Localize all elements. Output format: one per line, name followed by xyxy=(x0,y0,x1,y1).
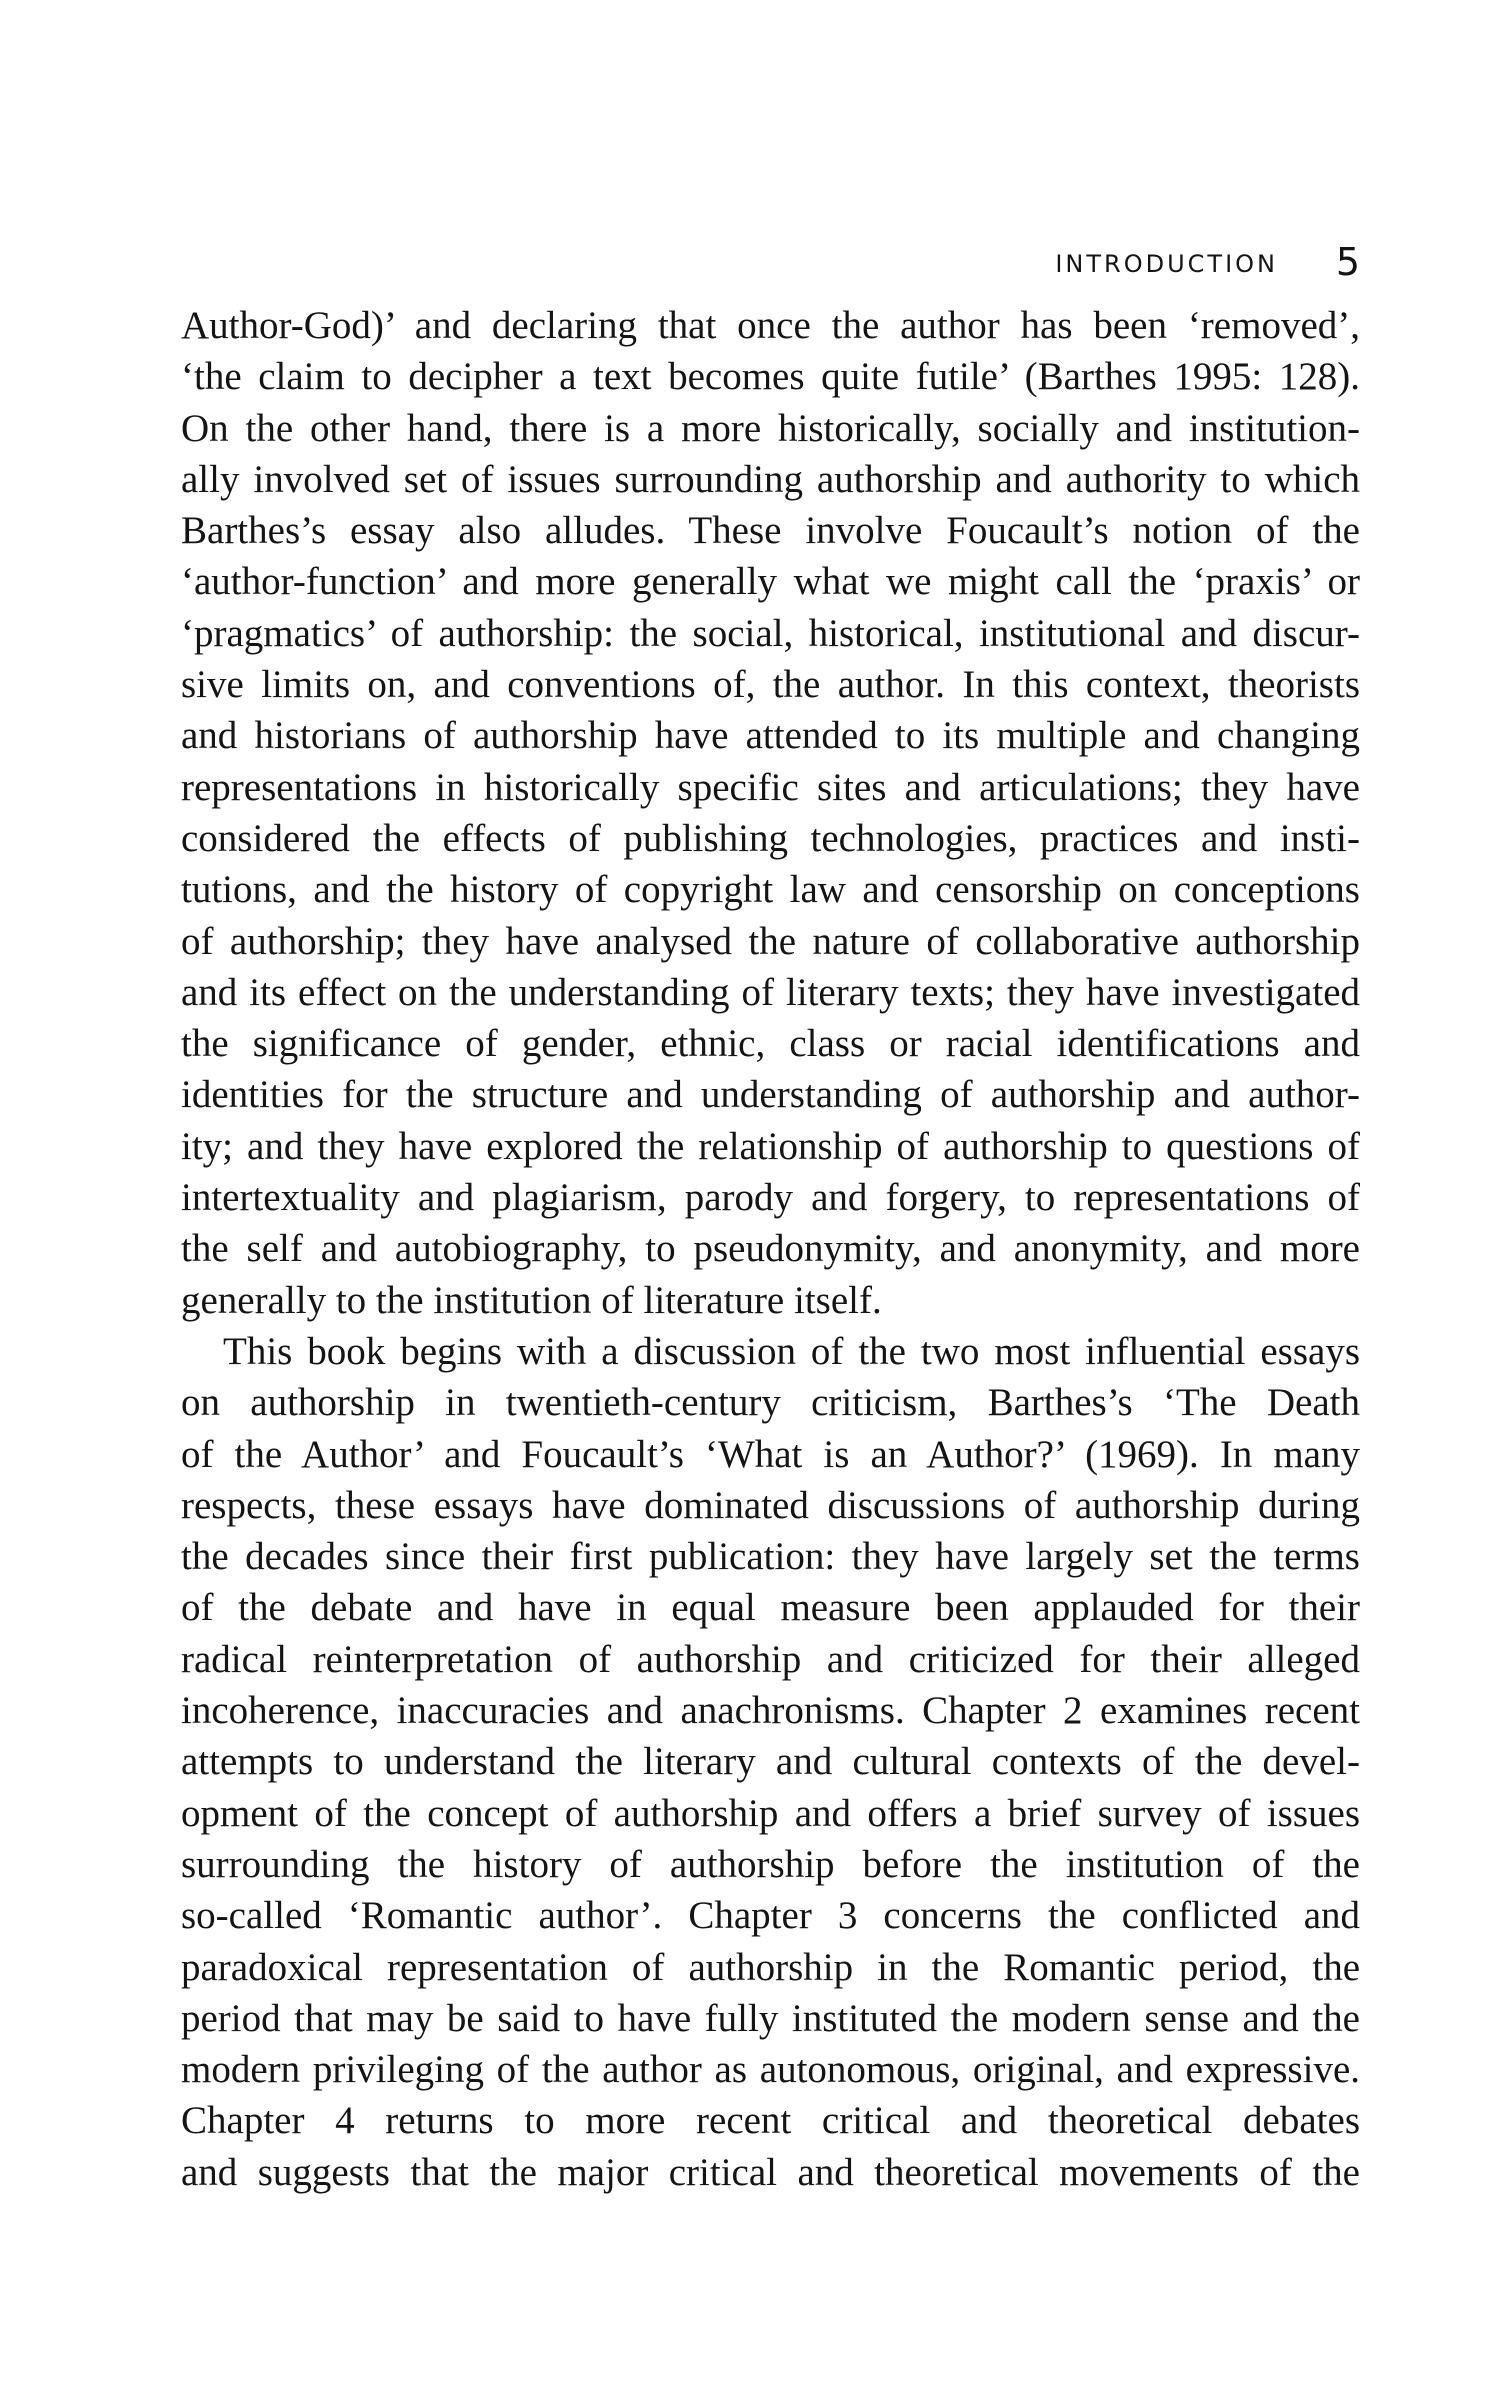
running-head xyxy=(181,240,1360,286)
text-line: and its effect on the understanding of literary texts; they have investigated xyxy=(181,970,1360,1014)
text-line: of authorship; they have analysed the nature of collaborative authorship xyxy=(181,919,1360,963)
text-line: ally involved set of issues surrounding authorship and authority to which xyxy=(181,457,1360,501)
running-title: INTRODUCTION xyxy=(1055,250,1278,278)
text-line: sive limits on, and conventions of, the author. In this context, theorists xyxy=(181,663,1360,707)
text-line: ‘the claim to decipher a text becomes quite futile’ (Barthes 1995: 128). xyxy=(181,355,1360,399)
text-line: and historians of authorship have attended to its multiple and changing xyxy=(181,714,1360,758)
text-line: incoherence, inaccuracies and anachronisms. Chapter 2 examines recent xyxy=(181,1689,1360,1733)
text-line: Author-God)’ and declaring that once the author has been ‘removed’, xyxy=(181,304,1360,347)
text-line: ity; and they have explored the relationship of authorship to questions of xyxy=(181,1124,1360,1168)
body-text xyxy=(181,300,1360,2198)
text-line: on authorship in twentieth-century criticism, Barthes’s ‘The Death xyxy=(181,1381,1360,1425)
text-line: the decades since their first publication: they have largely set the terms xyxy=(181,1535,1360,1579)
text-line: paradoxical representation of authorship in the Romantic period, the xyxy=(181,1945,1360,1989)
text-line: considered the effects of publishing technologies, practices and insti- xyxy=(181,816,1360,860)
paragraph-first-line: This book begins with a discussion of the two most influential essays xyxy=(223,1329,1360,1373)
text-line: period that may be said to have fully instituted the modern sense and the xyxy=(181,1996,1360,2040)
text-line: tutions, and the history of copyright law and censorship on conceptions xyxy=(181,868,1360,912)
text-line: the significance of gender, ethnic, class or racial identifications and xyxy=(181,1022,1360,1066)
text-line: Chapter 4 returns to more recent critical and theoretical debates xyxy=(181,2099,1360,2143)
paragraph-last-line: generally to the institution of literature itself. xyxy=(181,1278,882,1322)
text-line: opment of the concept of authorship and offers a brief survey of issues xyxy=(181,1791,1360,1835)
text-line: the self and autobiography, to pseudonymity, and anonymity, and more xyxy=(181,1227,1360,1271)
text-line: and suggests that the major critical and theoretical movements of the xyxy=(181,2150,1360,2194)
text-line: On the other hand, there is a more historically, socially and institution- xyxy=(181,406,1360,450)
text-line: representations in historically specific sites and articulations; they have xyxy=(181,765,1360,809)
text-line: ‘pragmatics’ of authorship: the social, historical, institutional and discur- xyxy=(181,611,1360,655)
text-line: attempts to understand the literary and cultural contexts of the devel- xyxy=(181,1740,1360,1784)
text-line: so-called ‘Romantic author’. Chapter 3 concerns the conflicted and xyxy=(181,1894,1360,1938)
text-line: identities for the structure and understanding of authorship and author- xyxy=(181,1073,1360,1117)
text-line: of the debate and have in equal measure been applauded for their xyxy=(181,1586,1360,1630)
text-line: of the Author’ and Foucault’s ‘What is an Author?’ (1969). In many xyxy=(181,1432,1360,1476)
text-line: surrounding the history of authorship before the institution of the xyxy=(181,1842,1360,1886)
text-line: modern privileging of the author as autonomous, original, and expressive. xyxy=(181,2048,1360,2092)
text-line: ‘author-function’ and more generally what we might call the ‘praxis’ or xyxy=(181,560,1360,604)
text-line: intertextuality and plagiarism, parody and forgery, to representations of xyxy=(181,1176,1360,1220)
page-number: 5 xyxy=(1335,240,1360,284)
text-line: Barthes’s essay also alludes. These involve Foucault’s notion of the xyxy=(181,509,1360,553)
text-line: radical reinterpretation of authorship and criticized for their alleged xyxy=(181,1637,1360,1681)
text-line: respects, these essays have dominated discussions of authorship during xyxy=(181,1483,1360,1527)
